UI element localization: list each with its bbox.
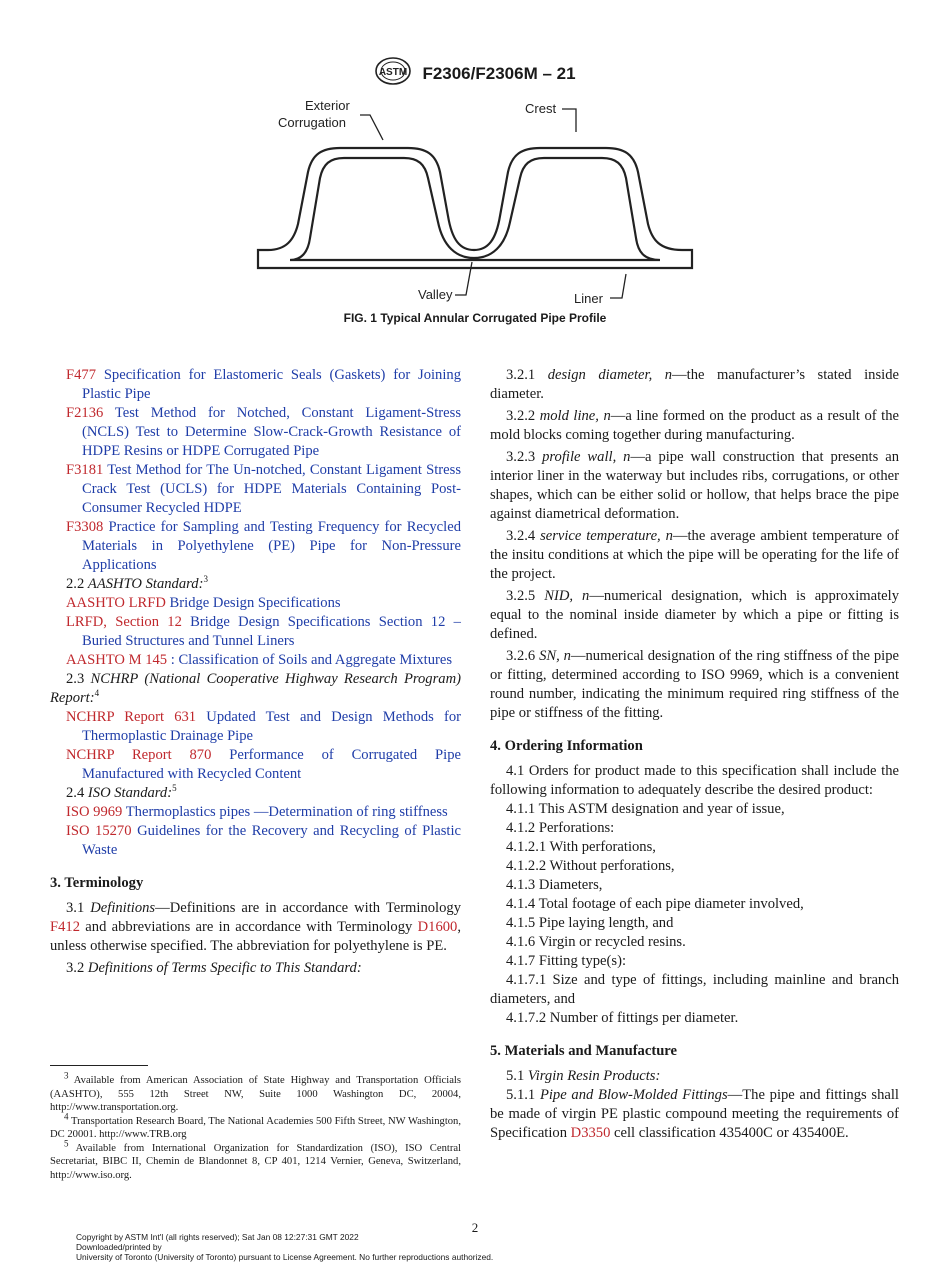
footnote-3: $^3$ Available from American Association of State Highway and Transportation Officials (AASHTO), 555 12th Street NW, Suite 1000 Washington DC, 20004, http://www.transportation.org. xyxy=(50,1070,461,1113)
paragraph-3-1: 3.1 Definitions—Definitions are in accordance with Terminology F412 and abbreviations are in accordance with Terminology D1600, unless otherwise specified. The abbreviation for polyethylene is PE. xyxy=(50,900,461,954)
footnote-divider xyxy=(50,1065,148,1066)
section-3-heading: 3. Terminology xyxy=(50,875,144,891)
footnotes xyxy=(50,1065,461,1182)
copyright-line: Copyright by ASTM Int'l (all rights reserved); Sat Jan 08 12:27:31 GMT 2022 xyxy=(76,1232,359,1242)
label-exterior-line2: Corrugation xyxy=(278,115,346,130)
order-item: 4.1.2.1 With perforations, xyxy=(506,839,656,855)
definition-3-2-3: 3.2.3 profile wall, n—a pipe wall construction that presents an interior liner in the waterway but includes ribs, corrugations, or other shapes, which can be either solid or hollow, that helps brace the pipe against diametrical deformation. xyxy=(490,449,899,522)
copyright-notice xyxy=(76,1232,493,1262)
svg-text:ASTM: ASTM xyxy=(379,67,408,78)
reference-f3181[interactable]: F3181 Test Method for The Un-notched, Constant Ligament Stress Crack Test (UCLS) for HDPE Materials Containing Post- Consumer Recycled HDPE xyxy=(66,462,461,516)
section-4-heading: 4. Ordering Information xyxy=(490,738,643,754)
order-item: 4.1.6 Virgin or recycled resins. xyxy=(506,934,686,950)
label-liner: Liner xyxy=(574,291,603,306)
subsection-2-3: 2.3 NCHRP (National Cooperative Highway Research Program) Report:$^4$ xyxy=(50,671,461,706)
order-item: 4.1.7 Fitting type(s): xyxy=(506,953,626,969)
order-item: 4.1.2 Perforations: xyxy=(506,820,615,836)
subsection-2-4: 2.4 ISO Standard:$^5$ xyxy=(66,783,177,801)
astm-logo-icon xyxy=(374,56,412,91)
right-column xyxy=(490,366,899,1146)
reference-iso-9969[interactable]: ISO 9969 Thermoplastics pipes —Determination of ring stiffness xyxy=(66,804,448,820)
reference-nchrp-870[interactable]: NCHRP Report 870 Performance of Corrugated Pipe Manufactured with Recycled Content xyxy=(66,747,461,782)
paragraph-5-1-1: 5.1.1 Pipe and Blow-Molded Fittings—The pipe and fittings shall be made of virgin PE plastic compound meeting the requirements of Specification D3350 cell classification 435400C or 435400E. xyxy=(490,1087,899,1141)
copyright-line: Downloaded/printed by xyxy=(76,1242,162,1252)
label-exterior-line1: Exterior xyxy=(305,98,350,113)
link-f412[interactable]: F412 xyxy=(50,919,81,935)
definition-3-2-1: 3.2.1 design diameter, n—the manufacturer’s stated inside diameter. xyxy=(490,367,899,402)
paragraph-4-1-7-1: 4.1.7.1 Size and type of fittings, including mainline and branch diameters, and xyxy=(490,972,899,1007)
copyright-line: University of Toronto (University of Toronto) pursuant to License Agreement. No further reproductions authorized. xyxy=(76,1252,494,1262)
figure-caption: FIG. 1 Typical Annular Corrugated Pipe Profile xyxy=(343,311,607,325)
order-item: 4.1.1 This ASTM designation and year of issue, xyxy=(506,801,785,817)
definition-3-2-2: 3.2.2 mold line, n—a line formed on the product as a result of the mold blocks coming together during manufacturing. xyxy=(490,408,899,443)
paragraph-3-2: 3.2 Definitions of Terms Specific to This Standard: xyxy=(66,960,362,976)
reference-list-iso xyxy=(50,803,461,860)
reference-nchrp-631[interactable]: NCHRP Report 631 Updated Test and Design Methods for Thermoplastic Drainage Pipe xyxy=(66,709,461,744)
link-d1600[interactable]: D1600 xyxy=(417,919,458,935)
reference-lrfd-section-12[interactable]: LRFD, Section 12 Bridge Design Specifications Section 12 – Buried Structures and Tunnel Liners xyxy=(66,614,461,649)
document-designation: F2306/F2306M – 21 xyxy=(422,63,576,83)
reference-f3308[interactable]: F3308 Practice for Sampling and Testing Frequency for Recycled Materials in Polyethylene (PE) Pipe for Non-Pressure Applications xyxy=(66,519,461,573)
reference-list-nchrp xyxy=(50,708,461,784)
reference-f477[interactable]: F477 Specification for Elastomeric Seals (Gaskets) for Joining Plastic Pipe xyxy=(66,367,461,402)
definition-3-2-5: 3.2.5 NID, n—numerical designation, which is approximately equal to the nominal inside diameter by which a pipe or fitting is defined. xyxy=(490,588,899,642)
link-d3350[interactable]: D3350 xyxy=(570,1125,611,1141)
paragraph-5-1: 5.1 Virgin Resin Products: xyxy=(506,1068,661,1084)
corrugated-pipe-profile-figure xyxy=(250,92,700,312)
page-header xyxy=(0,56,950,91)
order-item: 4.1.4 Total footage of each pipe diameter involved, xyxy=(506,896,804,912)
label-valley: Valley xyxy=(418,287,453,302)
reference-iso-15270[interactable]: ISO 15270 Guidelines for the Recovery and Recycling of Plastic Waste xyxy=(66,823,462,858)
paragraph-4-1: 4.1 Orders for product made to this specification shall include the following information to adequately describe the desired product: xyxy=(490,763,899,798)
footnote-5: $^5$ Available from International Organization for Standardization (ISO), ISO Central Secretariat, BIBC II, Chemin de Blandonnet 8, CP 401, 1214 Vernier, Geneva, Switzerland, http://www.iso.org. xyxy=(50,1137,461,1181)
footnote-4: $^4$ Transportation Research Board, The National Academies 500 Fifth Street, NW Washington, DC 20001. http://www.TRB.org xyxy=(50,1110,461,1140)
reference-aashto-m145[interactable]: AASHTO M 145 : Classification of Soils and Aggregate Mixtures xyxy=(66,652,453,668)
order-item: 4.1.3 Diameters, xyxy=(506,877,603,893)
reference-list-aashto xyxy=(50,594,461,670)
reference-f2136[interactable]: F2136 Test Method for Notched, Constant Ligament-Stress (NCLS) Test to Determine Slow-Crack-Growth Resistance of HDPE Resins or HDPE Corrugated Pipe xyxy=(66,405,461,459)
definition-3-2-6: 3.2.6 SN, n—numerical designation of the ring stiffness of the pipe or fitting, determined according to ISO 9969, which is a convenient round number, indicating the minimum required ring stiffness of the pipe or stiffness of the fitting. xyxy=(490,648,899,721)
page-number: 2 xyxy=(471,1220,479,1235)
left-column xyxy=(50,366,461,981)
definition-3-2-4: 3.2.4 service temperature, n—the average ambient temperature of the insitu conditions at which the pipe will be operating for the life of the project. xyxy=(490,528,899,582)
paragraph-4-1-7-2: 4.1.7.2 Number of fittings per diameter. xyxy=(506,1010,739,1026)
section-5-heading: 5. Materials and Manufacture xyxy=(490,1043,677,1059)
order-item: 4.1.5 Pipe laying length, and xyxy=(506,915,674,931)
subsection-2-2: 2.2 AASHTO Standard:$^3$ xyxy=(66,574,208,592)
reference-list-astm xyxy=(50,366,461,575)
order-item: 4.1.2.2 Without perforations, xyxy=(506,858,675,874)
label-crest: Crest xyxy=(525,101,557,116)
reference-aashto-lrfd[interactable]: AASHTO LRFD Bridge Design Specifications xyxy=(66,595,341,611)
